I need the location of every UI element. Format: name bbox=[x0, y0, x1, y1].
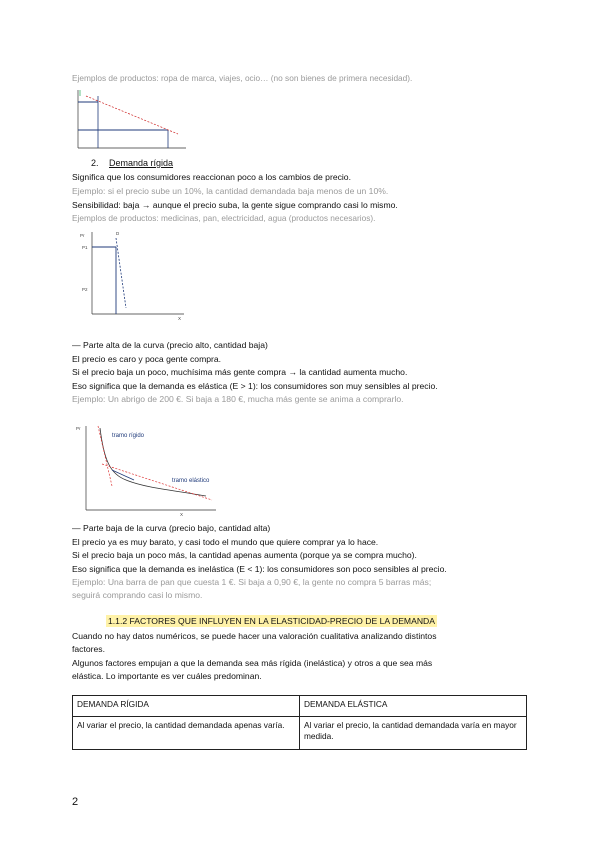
curve-high-line2: Si el precio baja un poco, muchísima más gente compra → la cantidad aumenta mucho. bbox=[72, 367, 408, 377]
table-header-row bbox=[73, 696, 527, 717]
table-header-rigid: DEMANDA RÍGIDA bbox=[73, 696, 300, 717]
curve-low-example2: seguirá comprando casi lo mismo. bbox=[72, 590, 203, 600]
fig2-p1-label: P1 bbox=[82, 245, 88, 250]
rigid-section-heading bbox=[91, 158, 173, 168]
curve-low-example1: Ejemplo: Una barra de pan que cuesta 1 €. Si baja a 0,90 €, la gente no compra 5 barras más; bbox=[72, 577, 432, 587]
fig3-x-label: X bbox=[180, 512, 184, 517]
fig2-x-label: X bbox=[178, 316, 182, 321]
rigid-definition: Significa que los consumidores reaccionan poco a los cambios de precio. bbox=[72, 172, 351, 182]
curve-high-line1: El precio es caro y poca gente compra. bbox=[72, 354, 222, 364]
fig2-d-label: D bbox=[116, 231, 120, 236]
demand-curve-segments-graph bbox=[72, 420, 222, 520]
curve-high-line3: Eso significa que la demanda es elástica (E > 1): los consumidores son muy sensibles al precio. bbox=[72, 381, 438, 391]
curve-high-example: Ejemplo: Un abrigo de 200 €. Si baja a 180 €, mucha más gente se anima a comprarlo. bbox=[72, 394, 404, 404]
elastic-examples-text: Ejemplos de productos: ropa de marca, viajes, ocio… (no son bienes de primera necesidad). bbox=[72, 73, 413, 83]
page-number: 2 bbox=[72, 796, 79, 808]
factors-paragraph1a: Cuando no hay datos numéricos, se puede hacer una valoración cualitativa analizando distintos bbox=[72, 631, 437, 641]
fig3-p-label: Pr bbox=[76, 426, 81, 431]
rigid-sensitivity: Sensibilidad: baja → aunque el precio suba, la gente sigue comprando casi lo mismo. bbox=[72, 200, 398, 210]
elastic-demand-graph bbox=[72, 88, 192, 152]
section-number: 2. bbox=[91, 158, 99, 168]
demand-comparison-table bbox=[72, 695, 527, 750]
curve-low-line3: Eso significa que la demanda es inelástica (E < 1): los consumidores son poco sensibles al precio. bbox=[72, 564, 447, 574]
fig2-p2-label: P2 bbox=[82, 287, 88, 292]
curve-low-title: — Parte baja de la curva (precio bajo, cantidad alta) bbox=[72, 523, 271, 533]
factors-paragraph1b: factores. bbox=[72, 644, 105, 654]
section-title: Demanda rígida bbox=[109, 158, 174, 168]
fig3-elastic-label: tramo elástico bbox=[172, 478, 210, 484]
table-cell-rigid: Al variar el precio, la cantidad demandada apenas varía. bbox=[73, 717, 300, 750]
factors-paragraph2b: elástica. Lo importante es ver cuáles predominan. bbox=[72, 671, 262, 681]
curve-high-title: — Parte alta de la curva (precio alto, cantidad baja) bbox=[72, 340, 268, 350]
table-header-elastic: DEMANDA ELÁSTICA bbox=[300, 696, 527, 717]
curve-low-line2: Si el precio baja un poco más, la cantidad apenas aumenta (porque ya se compra mucho). bbox=[72, 550, 417, 560]
table-cell-elastic: Al variar el precio, la cantidad demandada varía en mayor medida. bbox=[300, 717, 527, 750]
curve-low-line1: El precio ya es muy barato, y casi todo el mundo que quiere comprar ya lo hace. bbox=[72, 537, 379, 547]
fig3-rigid-label: tramo rígido bbox=[112, 433, 145, 439]
rigid-demand-graph bbox=[80, 228, 190, 320]
factors-heading: 1.1.2 FACTORES QUE INFLUYEN EN LA ELASTICIDAD-PRECIO DE LA DEMANDA bbox=[108, 616, 435, 626]
fig2-p-label: Pr bbox=[80, 233, 85, 238]
rigid-example: Ejemplo: si el precio sube un 10%, la cantidad demandada baja menos de un 10%. bbox=[72, 186, 389, 196]
rigid-products: Ejemplos de productos: medicinas, pan, electricidad, agua (productos necesarios). bbox=[72, 213, 376, 223]
factors-paragraph2a: Algunos factores empujan a que la demanda sea más rígida (inelástica) y otros a que sea más bbox=[72, 658, 433, 668]
table-row bbox=[73, 717, 527, 750]
